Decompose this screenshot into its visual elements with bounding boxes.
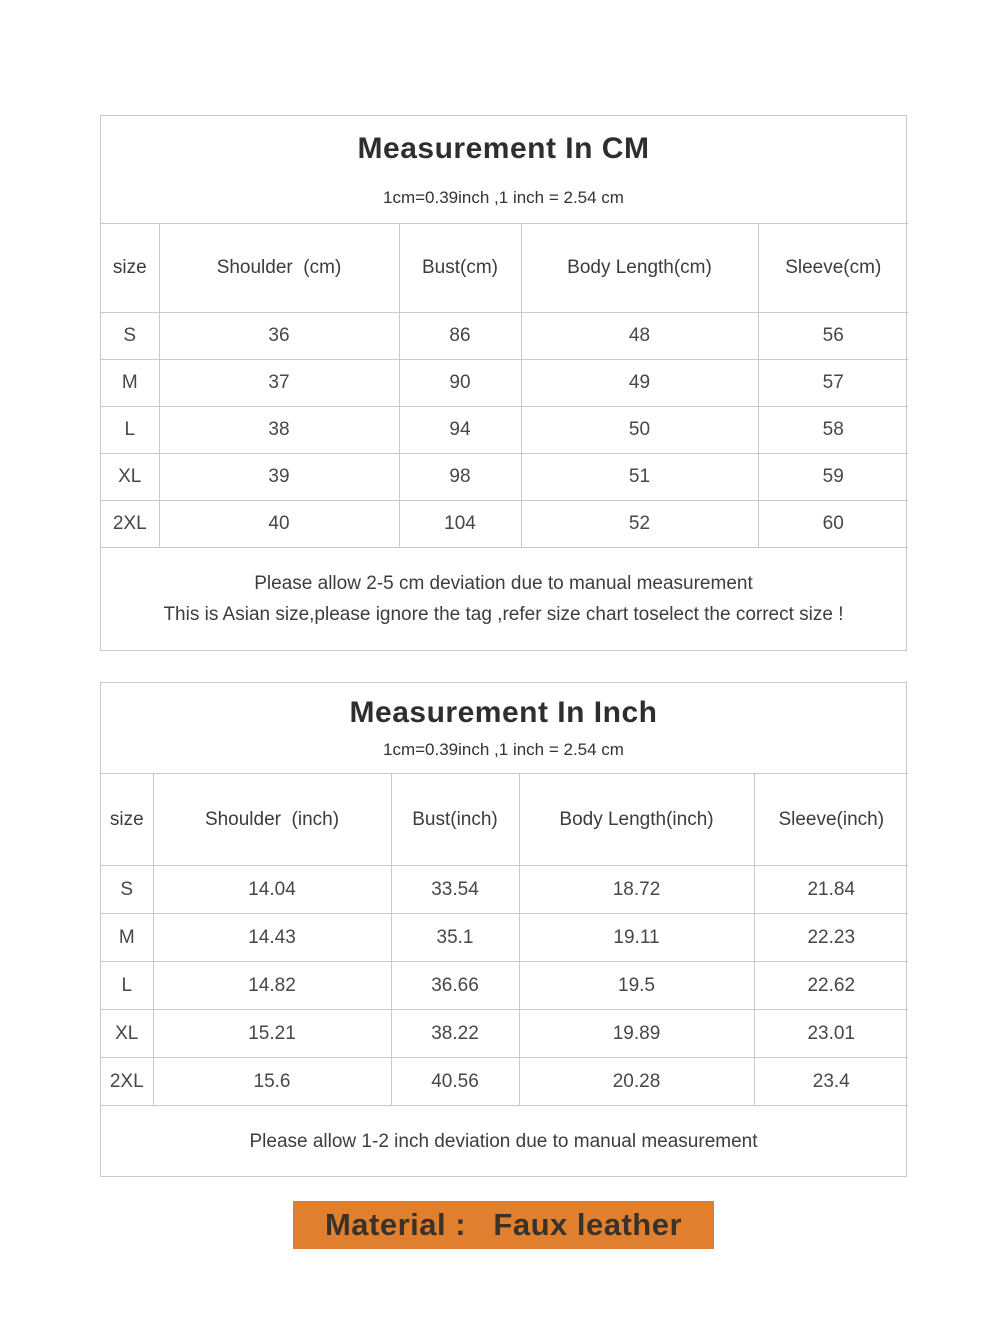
inch-measurement-panel <box>100 682 907 1177</box>
value-cell: 52 <box>521 501 758 548</box>
inch-header-row <box>101 774 908 866</box>
value-cell: 19.5 <box>519 962 754 1010</box>
value-cell: 40 <box>159 501 399 548</box>
value-cell: 104 <box>399 501 521 548</box>
cm-table-title: Measurement In CM <box>357 132 650 165</box>
value-cell: 50 <box>521 407 758 454</box>
cm-header-row <box>101 224 908 313</box>
value-cell: 48 <box>521 313 758 360</box>
size-cell: M <box>101 914 153 962</box>
cm-size-table <box>101 223 908 548</box>
value-cell: 94 <box>399 407 521 454</box>
cm-note-asian-size: This is Asian size,please ignore the tag ,refer size chart toselect the correct size ! <box>163 604 844 625</box>
value-cell: 36 <box>159 313 399 360</box>
table-row <box>101 313 908 360</box>
cm-note-deviation: Please allow 2-5 cm deviation due to manual measurement <box>254 573 753 594</box>
value-cell: 39 <box>159 454 399 501</box>
inch-col-sleeve: Sleeve(inch) <box>754 774 908 866</box>
cm-col-sleeve: Sleeve(cm) <box>758 224 908 313</box>
cm-col-bust: Bust(cm) <box>399 224 521 313</box>
table-row <box>101 454 908 501</box>
value-cell: 86 <box>399 313 521 360</box>
size-cell: M <box>101 360 159 407</box>
table-row <box>101 501 908 548</box>
inch-col-bust: Bust(inch) <box>391 774 519 866</box>
table-row <box>101 360 908 407</box>
value-cell: 14.04 <box>153 866 391 914</box>
cm-col-shoulder: Shoulder (cm) <box>159 224 399 313</box>
cm-col-size: size <box>101 224 159 313</box>
value-cell: 36.66 <box>391 962 519 1010</box>
cm-panel-header <box>101 116 906 223</box>
inch-note-deviation: Please allow 1-2 inch deviation due to manual measurement <box>249 1130 758 1152</box>
size-cell: L <box>101 407 159 454</box>
value-cell: 98 <box>399 454 521 501</box>
value-cell: 22.62 <box>754 962 908 1010</box>
table-row <box>101 866 908 914</box>
cm-table-subtitle: 1cm=0.39inch ,1 inch = 2.54 cm <box>383 188 624 207</box>
inch-notes <box>101 1106 906 1176</box>
value-cell: 35.1 <box>391 914 519 962</box>
inch-table-title: Measurement In Inch <box>349 696 658 729</box>
inch-size-table <box>101 773 908 1106</box>
cm-notes <box>101 548 906 650</box>
material-label: Material : Faux leather <box>324 1207 683 1242</box>
value-cell: 59 <box>758 454 908 501</box>
value-cell: 14.43 <box>153 914 391 962</box>
value-cell: 57 <box>758 360 908 407</box>
inch-table-subtitle: 1cm=0.39inch ,1 inch = 2.54 cm <box>383 740 624 759</box>
value-cell: 51 <box>521 454 758 501</box>
value-cell: 15.21 <box>153 1010 391 1058</box>
value-cell: 49 <box>521 360 758 407</box>
cm-measurement-panel <box>100 115 907 651</box>
size-cell: S <box>101 866 153 914</box>
value-cell: 20.28 <box>519 1058 754 1106</box>
table-row <box>101 1058 908 1106</box>
value-cell: 38 <box>159 407 399 454</box>
inch-col-shoulder: Shoulder (inch) <box>153 774 391 866</box>
value-cell: 18.72 <box>519 866 754 914</box>
value-cell: 19.11 <box>519 914 754 962</box>
size-cell: L <box>101 962 153 1010</box>
value-cell: 33.54 <box>391 866 519 914</box>
inch-col-body-length: Body Length(inch) <box>519 774 754 866</box>
table-row <box>101 962 908 1010</box>
value-cell: 22.23 <box>754 914 908 962</box>
value-cell: 40.56 <box>391 1058 519 1106</box>
value-cell: 56 <box>758 313 908 360</box>
size-cell: XL <box>101 1010 153 1058</box>
value-cell: 38.22 <box>391 1010 519 1058</box>
value-cell: 14.82 <box>153 962 391 1010</box>
value-cell: 19.89 <box>519 1010 754 1058</box>
value-cell: 58 <box>758 407 908 454</box>
table-row <box>101 914 908 962</box>
size-cell: S <box>101 313 159 360</box>
inch-col-size: size <box>101 774 153 866</box>
size-cell: XL <box>101 454 159 501</box>
inch-panel-header <box>101 683 906 773</box>
value-cell: 21.84 <box>754 866 908 914</box>
size-cell: 2XL <box>101 501 159 548</box>
table-row <box>101 407 908 454</box>
value-cell: 23.4 <box>754 1058 908 1106</box>
value-cell: 15.6 <box>153 1058 391 1106</box>
table-row <box>101 1010 908 1058</box>
size-cell: 2XL <box>101 1058 153 1106</box>
value-cell: 90 <box>399 360 521 407</box>
cm-col-body-length: Body Length(cm) <box>521 224 758 313</box>
value-cell: 60 <box>758 501 908 548</box>
value-cell: 23.01 <box>754 1010 908 1058</box>
material-highlight <box>293 1201 714 1249</box>
value-cell: 37 <box>159 360 399 407</box>
